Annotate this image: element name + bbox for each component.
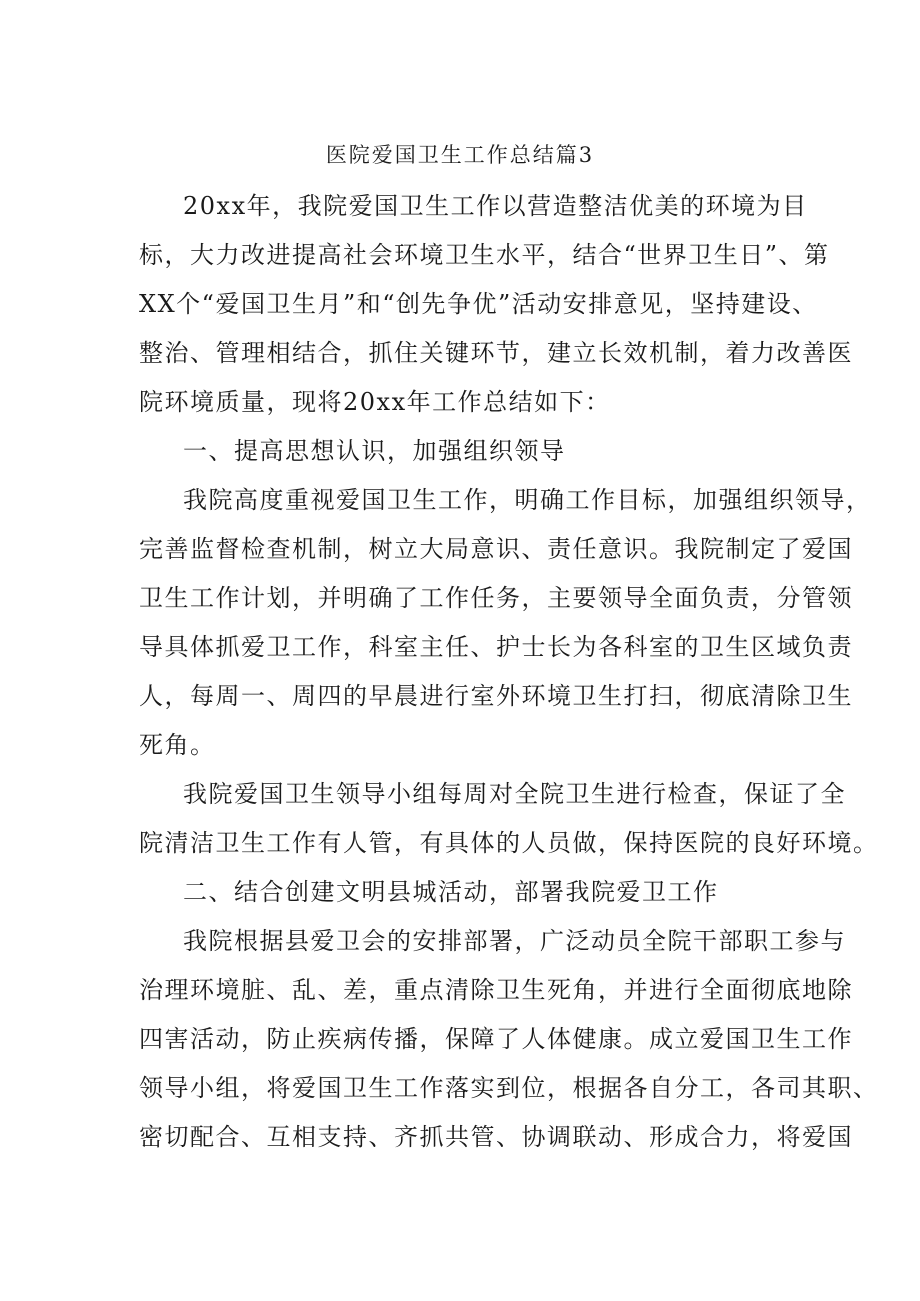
body-line: 死角。 xyxy=(139,731,216,759)
body-line: 整治、管理相结合，抓住关键环节，建立长效机制，着力改善医 xyxy=(139,339,853,367)
body-line: 四害活动，防止疾病传播，保障了人体健康。成立爱国卫生工作 xyxy=(139,1025,853,1053)
body-line: 我院高度重视爱国卫生工作，明确工作目标，加强组织领导， xyxy=(183,486,872,514)
section-heading: 一、提高思想认识，加强组织领导 xyxy=(183,437,566,465)
body-line: 院清洁卫生工作有人管，有具体的人员做，保持医院的良好环境。 xyxy=(139,829,879,857)
body-line: 密切配合、互相支持、齐抓共管、协调联动、形成合力，将爱国 xyxy=(139,1123,853,1151)
body-line: XX个“爱国卫生月”和“创先争优”活动安排意见，坚持建设、 xyxy=(139,290,818,318)
document-title: 医院爱国卫生工作总结篇3 xyxy=(325,143,595,167)
body-line: 20xx年，我院爱国卫生工作以营造整洁优美的环境为目 xyxy=(183,192,808,220)
section-heading: 二、结合创建文明县城活动，部署我院爱卫工作 xyxy=(183,878,719,906)
body-line: 卫生工作计划，并明确了工作任务，主要领导全面负责，分管领 xyxy=(139,584,853,612)
body-line: 治理环境脏、乱、差，重点清除卫生死角，并进行全面彻底地除 xyxy=(139,976,853,1004)
body-line: 领导小组，将爱国卫生工作落实到位，根据各自分工，各司其职、 xyxy=(139,1074,879,1102)
body-line: 标，大力改进提高社会环境卫生水平，结合“世界卫生日”、第 xyxy=(139,241,830,269)
body-line: 完善监督检查机制，树立大局意识、责任意识。我院制定了爱国 xyxy=(139,535,853,563)
body-line: 人，每周一、周四的早晨进行室外环境卫生打扫，彻底清除卫生 xyxy=(139,682,853,710)
body-line: 我院爱国卫生领导小组每周对全院卫生进行检查，保证了全 xyxy=(183,780,846,808)
body-line: 院环境质量，现将20xx年工作总结如下： xyxy=(139,388,611,416)
body-line: 我院根据县爱卫会的安排部署，广泛动员全院干部职工参与 xyxy=(183,927,846,955)
body-line: 导具体抓爱卫工作，科室主任、护士长为各科室的卫生区域负责 xyxy=(139,633,853,661)
